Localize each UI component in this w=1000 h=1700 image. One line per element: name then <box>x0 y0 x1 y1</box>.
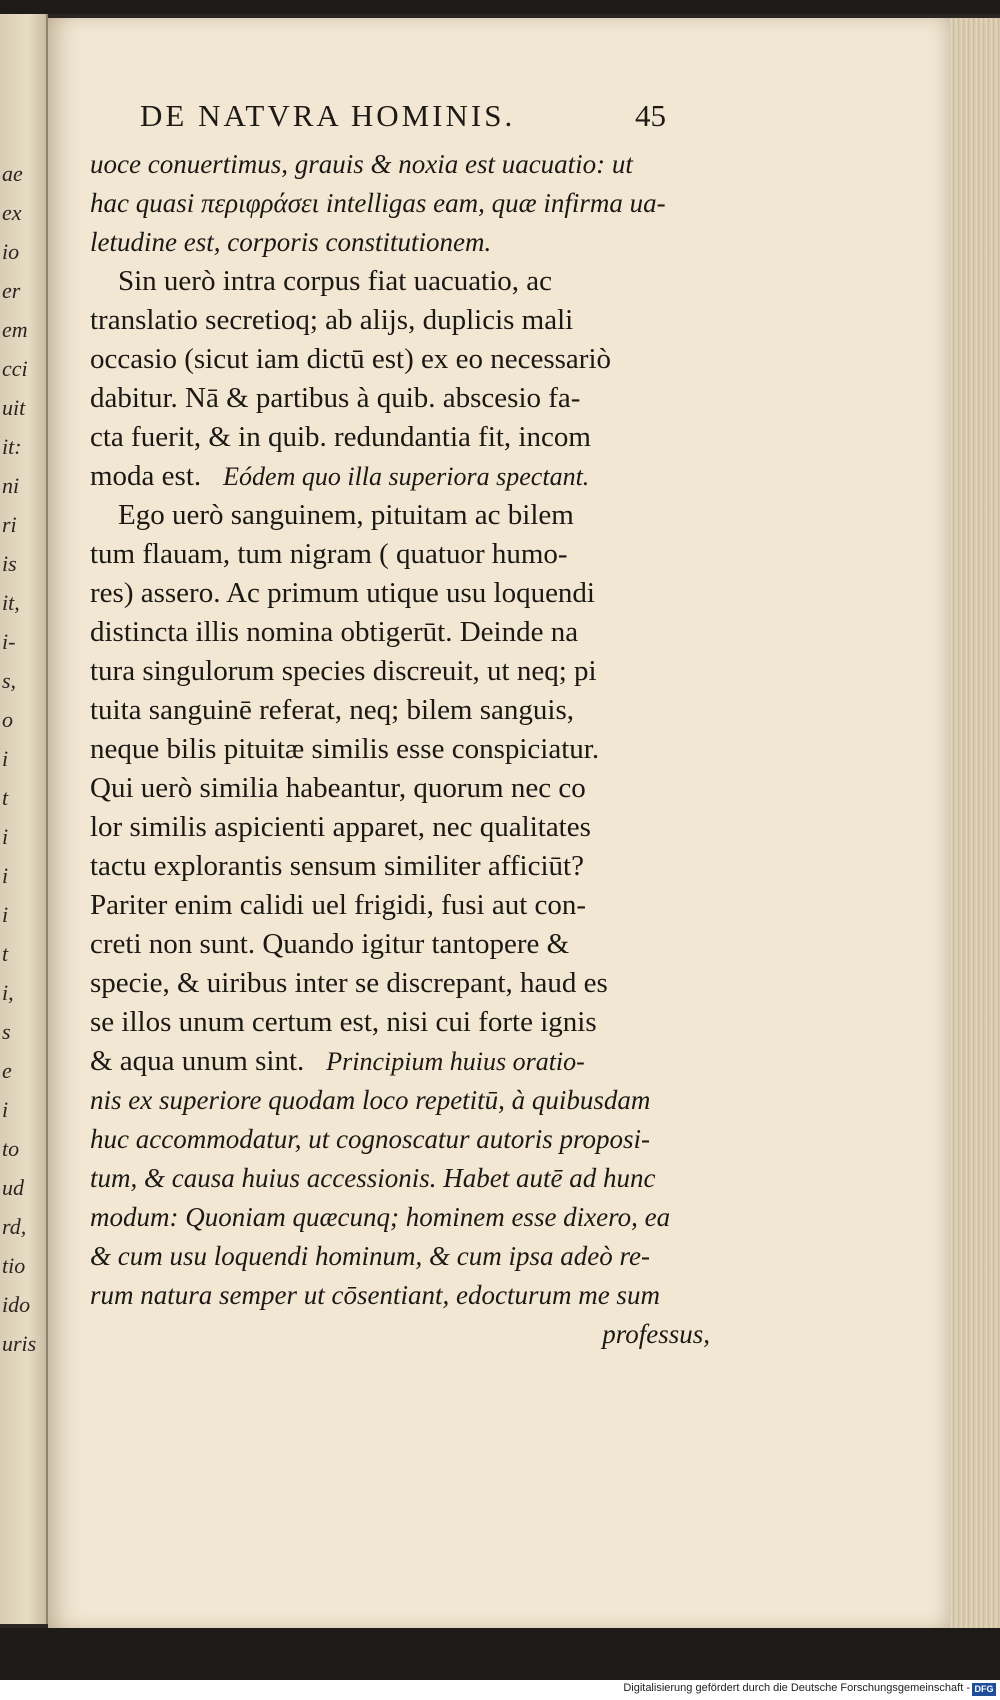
scan-top-border <box>0 0 1000 14</box>
facing-page-fragment: s, <box>2 668 17 693</box>
facing-page-fragment: it, <box>2 590 20 615</box>
facing-page-fragment: er <box>2 278 21 303</box>
text-line-content: rum natura semper ut cōsentiant, edocturum me sum <box>90 1280 660 1310</box>
text-line <box>90 496 710 535</box>
text-line-content: hac quasi περιφράσει intelligas eam, quæ infirma ua- <box>90 188 666 218</box>
facing-page-fragment: cci <box>2 356 28 381</box>
text-line <box>90 379 710 418</box>
text-line <box>90 652 710 691</box>
text-line-content: tum, & causa huius accessionis. Habet autē ad hunc <box>90 1163 656 1193</box>
marginal-gloss: Principium huius oratio- <box>326 1047 585 1076</box>
text-line <box>90 574 710 613</box>
facing-page-fragment: uit <box>2 395 26 420</box>
text-line <box>90 301 710 340</box>
facing-page-fragment: o <box>2 707 13 732</box>
digitization-footer <box>0 1680 1000 1700</box>
text-line <box>90 457 710 496</box>
facing-page-fragment: rd, <box>2 1214 27 1239</box>
page-number: 45 <box>635 98 666 133</box>
facing-page-fragment: e <box>2 1058 12 1083</box>
text-line-content: letudine est, corporis constitutionem. <box>90 227 492 257</box>
text-line-content: dabitur. Nā & partibus à quib. abscesio fa- <box>90 382 581 414</box>
text-line-content: moda est. <box>90 460 202 492</box>
facing-page-fragment: tio <box>2 1253 26 1278</box>
dfg-logo: DFG <box>972 1683 996 1696</box>
text-line <box>90 1276 710 1315</box>
text-line-content: lor similis aspicienti apparet, nec qualitates <box>90 811 591 843</box>
text-line-content: professus, <box>602 1319 710 1349</box>
text-line <box>90 145 710 184</box>
text-line-content: Pariter enim calidi uel frigidi, fusi aut con- <box>90 889 587 921</box>
facing-page-fragment: i- <box>2 629 16 654</box>
facing-page-fragment: t <box>2 785 9 810</box>
text-line-content: occasio (sicut iam dictū est) ex eo necessariò <box>90 343 611 375</box>
text-line <box>90 184 710 223</box>
text-line-content: Qui uerò similia habeantur, quorum nec co <box>90 772 586 804</box>
facing-page-fragment: ri <box>2 512 17 537</box>
text-line <box>90 1042 710 1081</box>
text-line <box>90 808 710 847</box>
text-line-content: specie, & uiribus inter se discrepant, haud es <box>90 967 608 999</box>
facing-page-fragment: i, <box>2 980 14 1005</box>
facing-page-edge <box>0 14 48 1624</box>
facing-page-fragment: ae <box>2 161 23 186</box>
text-line <box>90 691 710 730</box>
facing-page-fragment: io <box>2 239 20 264</box>
text-line-content: se illos unum certum est, nisi cui forte ignis <box>90 1006 597 1038</box>
text-line-content: nis ex superiore quodam loco repetitū, à quibusdam <box>90 1085 651 1115</box>
text-line-content: tactu explorantis sensum similiter afficiūt? <box>90 850 584 882</box>
text-line <box>90 1003 710 1042</box>
facing-page-fragment: to <box>2 1136 20 1161</box>
text-line <box>90 1315 710 1354</box>
facing-page-fragment: i <box>2 902 9 927</box>
text-line-content: & aqua unum sint. <box>90 1045 305 1077</box>
running-head <box>140 98 680 138</box>
text-line-content: tum flauam, tum nigram ( quatuor humo- <box>90 538 568 570</box>
text-line-content: Ego uerò sanguinem, pituitam ac bilem <box>118 499 574 531</box>
body-text <box>90 145 710 1354</box>
text-line <box>90 964 710 1003</box>
facing-page-fragment: i <box>2 824 9 849</box>
text-line <box>90 1081 710 1120</box>
text-line <box>90 340 710 379</box>
facing-page-fragment: ni <box>2 473 20 498</box>
facing-page-fragment: i <box>2 746 9 771</box>
facing-page-fragment: ud <box>2 1175 24 1200</box>
text-line-content: creti non sunt. Quando igitur tantopere & <box>90 928 570 960</box>
text-line <box>90 418 710 457</box>
running-title: DE NATVRA HOMINIS. <box>140 98 516 133</box>
text-line <box>90 1198 710 1237</box>
text-line-content: uoce conuertimus, grauis & noxia est uacuatio: ut <box>90 149 633 179</box>
text-line-content: distincta illis nomina obtigerūt. Deinde na <box>90 616 579 648</box>
text-line <box>90 925 710 964</box>
text-line <box>90 262 710 301</box>
text-line <box>90 1159 710 1198</box>
facing-page-fragment: i <box>2 863 9 888</box>
facing-page-fragment: ex <box>2 200 22 225</box>
facing-page-fragment: it: <box>2 434 22 459</box>
facing-page-text-fragments <box>2 154 42 1363</box>
text-line <box>90 769 710 808</box>
page-stack-edge <box>950 18 1000 1628</box>
text-line-content: tura singulorum species discreuit, ut neq; pi <box>90 655 597 687</box>
text-line <box>90 535 710 574</box>
facing-page-fragment: em <box>2 317 28 342</box>
text-line <box>90 223 710 262</box>
text-line <box>90 886 710 925</box>
text-line-content: huc accommodatur, ut cognoscatur autoris proposi- <box>90 1124 650 1154</box>
text-line-content: modum: Quoniam quæcunq; hominem esse dixero, ea <box>90 1202 671 1232</box>
text-line <box>90 730 710 769</box>
text-line-content: cta fuerit, & in quib. redundantia fit, incom <box>90 421 591 453</box>
text-line <box>90 1237 710 1276</box>
facing-page-fragment: ido <box>2 1292 31 1317</box>
text-line-content: & cum usu loquendi hominum, & cum ipsa adeò re- <box>90 1241 650 1271</box>
facing-page-fragment: uris <box>2 1331 37 1356</box>
text-line-content: res) assero. Ac primum utique usu loquendi <box>90 577 595 609</box>
facing-page-fragment: t <box>2 941 9 966</box>
text-line-content: Sin uerò intra corpus fiat uacuatio, ac <box>118 265 553 297</box>
facing-page-fragment: i <box>2 1097 9 1122</box>
text-line-content: tuita sanguinē referat, neq; bilem sanguis, <box>90 694 574 726</box>
text-line-content: translatio secretioq; ab alijs, duplicis mali <box>90 304 574 336</box>
facing-page-fragment: is <box>2 551 17 576</box>
marginal-gloss: Eódem quo illa superiora spectant. <box>223 462 590 491</box>
text-line-content: neque bilis pituitæ similis esse conspiciatur. <box>90 733 600 765</box>
funding-credit: Digitalisierung gefördert durch die Deutsche Forschungsgemeinschaft - <box>623 1682 970 1694</box>
text-line <box>90 1120 710 1159</box>
text-line <box>90 847 710 886</box>
facing-page-fragment: s <box>2 1019 11 1044</box>
text-line <box>90 613 710 652</box>
